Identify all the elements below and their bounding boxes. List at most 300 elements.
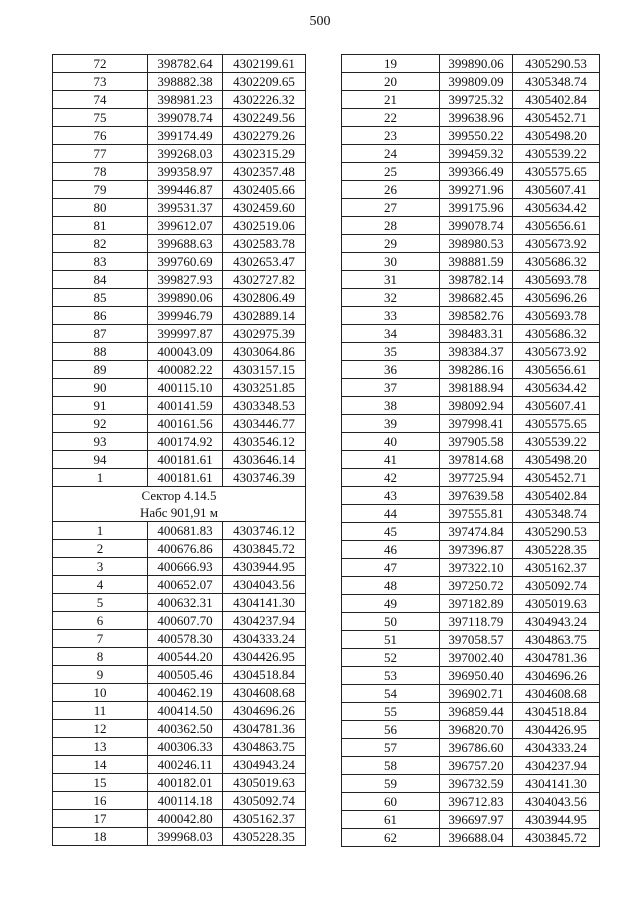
coordinate-x: 397322.10 xyxy=(440,559,513,577)
table-row xyxy=(53,774,306,792)
coordinate-y: 4302889.14 xyxy=(223,307,306,325)
point-number: 49 xyxy=(342,595,440,613)
coordinate-y: 4304333.24 xyxy=(513,739,600,757)
coordinate-x: 400666.93 xyxy=(148,558,223,576)
coordinate-x: 396820.70 xyxy=(440,721,513,739)
coordinate-y: 4303446.77 xyxy=(223,415,306,433)
table-row xyxy=(53,828,306,846)
point-number: 13 xyxy=(53,738,148,756)
table-row xyxy=(53,540,306,558)
coordinate-x: 399997.87 xyxy=(148,325,223,343)
coordinate-y: 4305693.78 xyxy=(513,307,600,325)
point-number: 54 xyxy=(342,685,440,703)
table-row xyxy=(53,415,306,433)
coordinate-y: 4305162.37 xyxy=(513,559,600,577)
coordinate-y: 4305686.32 xyxy=(513,253,600,271)
coordinate-x: 400141.59 xyxy=(148,397,223,415)
point-number: 14 xyxy=(53,756,148,774)
coordinate-x: 400114.18 xyxy=(148,792,223,810)
table-row xyxy=(342,199,600,217)
coordinate-y: 4305228.35 xyxy=(513,541,600,559)
coordinate-y: 4305539.22 xyxy=(513,145,600,163)
coordinate-x: 397998.41 xyxy=(440,415,513,433)
coordinate-y: 4304141.30 xyxy=(513,775,600,793)
coordinate-x: 400174.92 xyxy=(148,433,223,451)
table-row xyxy=(53,702,306,720)
point-number: 9 xyxy=(53,666,148,684)
coordinate-x: 399268.03 xyxy=(148,145,223,163)
table-row xyxy=(342,451,600,469)
point-number: 83 xyxy=(53,253,148,271)
coordinate-y: 4302806.49 xyxy=(223,289,306,307)
coordinate-y: 4303546.12 xyxy=(223,433,306,451)
coordinate-x: 400362.50 xyxy=(148,720,223,738)
point-number: 48 xyxy=(342,577,440,595)
coordinate-y: 4304781.36 xyxy=(513,649,600,667)
point-number: 92 xyxy=(53,415,148,433)
table-row xyxy=(342,55,600,73)
point-number: 37 xyxy=(342,379,440,397)
coordinate-y: 4304237.94 xyxy=(223,612,306,630)
point-number: 32 xyxy=(342,289,440,307)
coordinate-y: 4303157.15 xyxy=(223,361,306,379)
coordinate-x: 400082.22 xyxy=(148,361,223,379)
point-number: 45 xyxy=(342,523,440,541)
point-number: 12 xyxy=(53,720,148,738)
point-number: 50 xyxy=(342,613,440,631)
point-number: 29 xyxy=(342,235,440,253)
coordinate-y: 4305634.42 xyxy=(513,379,600,397)
table-row xyxy=(342,757,600,775)
table-row xyxy=(53,343,306,361)
coordinate-x: 400607.70 xyxy=(148,612,223,630)
point-number: 3 xyxy=(53,558,148,576)
coordinate-y: 4304943.24 xyxy=(223,756,306,774)
table-row xyxy=(53,522,306,540)
coordinate-y: 4305348.74 xyxy=(513,505,600,523)
table-row xyxy=(342,361,600,379)
coordinate-y: 4305019.63 xyxy=(513,595,600,613)
coordinate-x: 396786.60 xyxy=(440,739,513,757)
point-number: 93 xyxy=(53,433,148,451)
table-row xyxy=(53,235,306,253)
coordinate-y: 4302975.39 xyxy=(223,325,306,343)
coordinate-y: 4302249.56 xyxy=(223,109,306,127)
table-row xyxy=(342,325,600,343)
coordinate-y: 4303845.72 xyxy=(513,829,600,847)
coordinates-table-left xyxy=(52,54,306,846)
coordinate-y: 4305539.22 xyxy=(513,433,600,451)
table-row xyxy=(342,181,600,199)
point-number: 16 xyxy=(53,792,148,810)
point-number: 40 xyxy=(342,433,440,451)
point-number: 80 xyxy=(53,199,148,217)
point-number: 46 xyxy=(342,541,440,559)
point-number: 57 xyxy=(342,739,440,757)
coordinate-y: 4303746.12 xyxy=(223,522,306,540)
coordinate-x: 399358.97 xyxy=(148,163,223,181)
table-row xyxy=(53,325,306,343)
table-row xyxy=(342,577,600,595)
table-row xyxy=(342,775,600,793)
coordinate-x: 400578.30 xyxy=(148,630,223,648)
table-row xyxy=(342,469,600,487)
table-row xyxy=(342,595,600,613)
coordinate-y: 4305575.65 xyxy=(513,163,600,181)
point-number: 23 xyxy=(342,127,440,145)
point-number: 74 xyxy=(53,91,148,109)
coordinate-x: 400681.83 xyxy=(148,522,223,540)
coordinate-x: 397182.89 xyxy=(440,595,513,613)
point-number: 76 xyxy=(53,127,148,145)
coordinate-x: 398782.64 xyxy=(148,55,223,73)
coordinate-x: 396950.40 xyxy=(440,667,513,685)
coordinate-y: 4302209.65 xyxy=(223,73,306,91)
table-row xyxy=(53,289,306,307)
table-row xyxy=(342,235,600,253)
coordinate-y: 4302279.26 xyxy=(223,127,306,145)
coordinate-x: 399078.74 xyxy=(148,109,223,127)
coordinate-x: 396712.83 xyxy=(440,793,513,811)
table-row xyxy=(53,73,306,91)
point-number: 86 xyxy=(53,307,148,325)
sector-title: Сектор 4.14.5 xyxy=(53,487,306,505)
coordinate-x: 396697.97 xyxy=(440,811,513,829)
point-number: 59 xyxy=(342,775,440,793)
coordinate-y: 4304141.30 xyxy=(223,594,306,612)
table-row xyxy=(53,379,306,397)
point-number: 81 xyxy=(53,217,148,235)
coordinate-y: 4304696.26 xyxy=(513,667,600,685)
coordinate-y: 4304518.84 xyxy=(513,703,600,721)
table-row xyxy=(342,541,600,559)
coordinate-y: 4305402.84 xyxy=(513,487,600,505)
coordinate-y: 4302199.61 xyxy=(223,55,306,73)
table-row xyxy=(53,558,306,576)
coordinate-x: 400632.31 xyxy=(148,594,223,612)
coordinate-x: 400182.01 xyxy=(148,774,223,792)
coordinate-x: 397814.68 xyxy=(440,451,513,469)
table-row xyxy=(53,666,306,684)
coordinate-x: 398582.76 xyxy=(440,307,513,325)
coordinate-y: 4305634.42 xyxy=(513,199,600,217)
table-row xyxy=(53,792,306,810)
coordinate-x: 396859.44 xyxy=(440,703,513,721)
coordinate-x: 399550.22 xyxy=(440,127,513,145)
coordinate-y: 4305696.26 xyxy=(513,289,600,307)
point-number: 84 xyxy=(53,271,148,289)
point-number: 8 xyxy=(53,648,148,666)
point-number: 78 xyxy=(53,163,148,181)
point-number: 4 xyxy=(53,576,148,594)
coordinate-x: 400246.11 xyxy=(148,756,223,774)
point-number: 90 xyxy=(53,379,148,397)
coordinate-y: 4304943.24 xyxy=(513,613,600,631)
table-row xyxy=(342,415,600,433)
table-row xyxy=(342,631,600,649)
point-number: 30 xyxy=(342,253,440,271)
point-number: 10 xyxy=(53,684,148,702)
coordinate-y: 4305673.92 xyxy=(513,235,600,253)
coordinate-y: 4305162.37 xyxy=(223,810,306,828)
coordinate-x: 398782.14 xyxy=(440,271,513,289)
table-row xyxy=(53,55,306,73)
coordinate-y: 4302226.32 xyxy=(223,91,306,109)
table-row xyxy=(53,91,306,109)
table-row xyxy=(53,576,306,594)
coordinate-x: 398981.23 xyxy=(148,91,223,109)
coordinate-x: 399366.49 xyxy=(440,163,513,181)
coordinate-x: 397639.58 xyxy=(440,487,513,505)
coordinate-x: 398980.53 xyxy=(440,235,513,253)
table-row-sector xyxy=(53,487,306,505)
coordinate-x: 399271.96 xyxy=(440,181,513,199)
point-number: 28 xyxy=(342,217,440,235)
sector-height: Нaбс 901,91 м xyxy=(53,504,306,522)
coordinate-x: 396688.04 xyxy=(440,829,513,847)
coordinate-x: 400042.80 xyxy=(148,810,223,828)
table-row xyxy=(342,721,600,739)
table-row xyxy=(342,613,600,631)
point-number: 15 xyxy=(53,774,148,792)
point-number: 18 xyxy=(53,828,148,846)
coordinate-x: 399688.63 xyxy=(148,235,223,253)
coordinate-x: 400676.86 xyxy=(148,540,223,558)
table-row xyxy=(53,756,306,774)
coordinate-x: 396757.20 xyxy=(440,757,513,775)
coordinate-x: 400414.50 xyxy=(148,702,223,720)
point-number: 51 xyxy=(342,631,440,649)
table-row xyxy=(342,739,600,757)
coordinate-x: 397250.72 xyxy=(440,577,513,595)
coordinate-y: 4302459.60 xyxy=(223,199,306,217)
table-row xyxy=(342,703,600,721)
table-row xyxy=(342,559,600,577)
coordinate-y: 4304426.95 xyxy=(223,648,306,666)
table-row xyxy=(342,163,600,181)
coordinate-x: 397725.94 xyxy=(440,469,513,487)
point-number: 82 xyxy=(53,235,148,253)
coordinate-y: 4304863.75 xyxy=(223,738,306,756)
coordinate-y: 4305452.71 xyxy=(513,469,600,487)
table-row xyxy=(53,397,306,415)
table-row xyxy=(53,720,306,738)
point-number: 21 xyxy=(342,91,440,109)
point-number: 31 xyxy=(342,271,440,289)
coordinate-y: 4303845.72 xyxy=(223,540,306,558)
point-number: 35 xyxy=(342,343,440,361)
coordinate-y: 4303944.95 xyxy=(223,558,306,576)
point-number: 73 xyxy=(53,73,148,91)
table-row xyxy=(342,73,600,91)
coordinate-x: 397555.81 xyxy=(440,505,513,523)
table-row xyxy=(53,684,306,702)
table-row xyxy=(342,523,600,541)
table-row xyxy=(342,829,600,847)
point-number: 39 xyxy=(342,415,440,433)
table-row xyxy=(53,217,306,235)
coordinate-x: 396902.71 xyxy=(440,685,513,703)
coordinate-x: 397002.40 xyxy=(440,649,513,667)
coordinate-x: 399809.09 xyxy=(440,73,513,91)
coordinate-y: 4305092.74 xyxy=(513,577,600,595)
coordinate-y: 4304333.24 xyxy=(223,630,306,648)
coordinate-x: 397058.57 xyxy=(440,631,513,649)
coordinate-y: 4302519.06 xyxy=(223,217,306,235)
point-number: 44 xyxy=(342,505,440,523)
table-row xyxy=(342,271,600,289)
point-number: 77 xyxy=(53,145,148,163)
coordinate-x: 399531.37 xyxy=(148,199,223,217)
point-number: 52 xyxy=(342,649,440,667)
point-number: 17 xyxy=(53,810,148,828)
point-number: 62 xyxy=(342,829,440,847)
coordinate-x: 400462.19 xyxy=(148,684,223,702)
table-row xyxy=(342,217,600,235)
table-row xyxy=(53,594,306,612)
table-row xyxy=(342,685,600,703)
coordinate-x: 398384.37 xyxy=(440,343,513,361)
point-number: 7 xyxy=(53,630,148,648)
coordinate-y: 4302653.47 xyxy=(223,253,306,271)
coordinate-y: 4305498.20 xyxy=(513,451,600,469)
coordinate-x: 397474.84 xyxy=(440,523,513,541)
point-number: 22 xyxy=(342,109,440,127)
coordinate-y: 4304608.68 xyxy=(223,684,306,702)
table-row xyxy=(53,109,306,127)
coordinate-x: 399612.07 xyxy=(148,217,223,235)
coordinate-x: 399174.49 xyxy=(148,127,223,145)
coordinate-x: 398882.38 xyxy=(148,73,223,91)
coordinate-y: 4302315.29 xyxy=(223,145,306,163)
point-number: 88 xyxy=(53,343,148,361)
coordinate-x: 399446.87 xyxy=(148,181,223,199)
point-number: 55 xyxy=(342,703,440,721)
table-row xyxy=(53,199,306,217)
point-number: 41 xyxy=(342,451,440,469)
table-row xyxy=(53,163,306,181)
coordinate-y: 4304043.56 xyxy=(513,793,600,811)
coordinate-x: 398188.94 xyxy=(440,379,513,397)
coordinate-x: 398483.31 xyxy=(440,325,513,343)
point-number: 38 xyxy=(342,397,440,415)
point-number: 11 xyxy=(53,702,148,720)
coordinate-y: 4302583.78 xyxy=(223,235,306,253)
table-row xyxy=(342,343,600,361)
coordinate-x: 400161.56 xyxy=(148,415,223,433)
table-row xyxy=(342,145,600,163)
point-number: 60 xyxy=(342,793,440,811)
coordinate-y: 4305656.61 xyxy=(513,217,600,235)
coordinate-x: 400181.61 xyxy=(148,469,223,487)
coordinate-y: 4302405.66 xyxy=(223,181,306,199)
table-row xyxy=(342,109,600,127)
table-row xyxy=(342,505,600,523)
coordinate-y: 4303944.95 xyxy=(513,811,600,829)
coordinate-y: 4305693.78 xyxy=(513,271,600,289)
coordinate-y: 4302357.48 xyxy=(223,163,306,181)
table-row xyxy=(53,738,306,756)
point-number: 72 xyxy=(53,55,148,73)
coordinate-x: 398682.45 xyxy=(440,289,513,307)
coordinate-x: 400505.46 xyxy=(148,666,223,684)
coordinate-x: 399175.96 xyxy=(440,199,513,217)
table-row xyxy=(342,649,600,667)
coordinate-x: 399459.32 xyxy=(440,145,513,163)
point-number: 33 xyxy=(342,307,440,325)
coordinate-y: 4305019.63 xyxy=(223,774,306,792)
coordinate-x: 400115.10 xyxy=(148,379,223,397)
coordinate-y: 4304426.95 xyxy=(513,721,600,739)
coordinate-x: 399760.69 xyxy=(148,253,223,271)
coordinate-x: 400544.20 xyxy=(148,648,223,666)
coordinate-y: 4304696.26 xyxy=(223,702,306,720)
coordinate-x: 397905.58 xyxy=(440,433,513,451)
point-number: 24 xyxy=(342,145,440,163)
point-number: 53 xyxy=(342,667,440,685)
coordinate-y: 4304043.56 xyxy=(223,576,306,594)
coordinate-x: 399827.93 xyxy=(148,271,223,289)
point-number: 20 xyxy=(342,73,440,91)
table-row xyxy=(342,289,600,307)
coordinate-y: 4305348.74 xyxy=(513,73,600,91)
coordinate-x: 400652.07 xyxy=(148,576,223,594)
coordinate-y: 4305290.53 xyxy=(513,523,600,541)
table-row xyxy=(53,648,306,666)
point-number: 6 xyxy=(53,612,148,630)
table-row xyxy=(53,433,306,451)
coordinate-y: 4305607.41 xyxy=(513,397,600,415)
coordinate-y: 4305575.65 xyxy=(513,415,600,433)
table-row xyxy=(342,307,600,325)
point-number: 26 xyxy=(342,181,440,199)
point-number: 58 xyxy=(342,757,440,775)
coordinate-y: 4305656.61 xyxy=(513,361,600,379)
table-row-sector xyxy=(53,504,306,522)
point-number: 47 xyxy=(342,559,440,577)
coordinate-y: 4305092.74 xyxy=(223,792,306,810)
coordinate-y: 4304863.75 xyxy=(513,631,600,649)
coordinate-x: 399078.74 xyxy=(440,217,513,235)
coordinate-x: 399890.06 xyxy=(148,289,223,307)
coordinate-y: 4303646.14 xyxy=(223,451,306,469)
table-row xyxy=(342,397,600,415)
point-number: 94 xyxy=(53,451,148,469)
coordinate-x: 400043.09 xyxy=(148,343,223,361)
coordinate-y: 4304518.84 xyxy=(223,666,306,684)
table-row xyxy=(53,612,306,630)
table-row xyxy=(53,307,306,325)
coordinate-y: 4303746.39 xyxy=(223,469,306,487)
coordinate-y: 4302727.82 xyxy=(223,271,306,289)
table-row xyxy=(53,810,306,828)
table-row xyxy=(342,793,600,811)
coordinate-y: 4305402.84 xyxy=(513,91,600,109)
coordinate-x: 399890.06 xyxy=(440,55,513,73)
coordinate-x: 398881.59 xyxy=(440,253,513,271)
coordinate-x: 399946.79 xyxy=(148,307,223,325)
table-row xyxy=(53,469,306,487)
point-number: 27 xyxy=(342,199,440,217)
table-row xyxy=(53,253,306,271)
point-number: 87 xyxy=(53,325,148,343)
table-row xyxy=(342,487,600,505)
coordinate-y: 4304237.94 xyxy=(513,757,600,775)
point-number: 42 xyxy=(342,469,440,487)
point-number: 91 xyxy=(53,397,148,415)
coordinate-y: 4305228.35 xyxy=(223,828,306,846)
coordinates-table-right xyxy=(341,54,600,847)
